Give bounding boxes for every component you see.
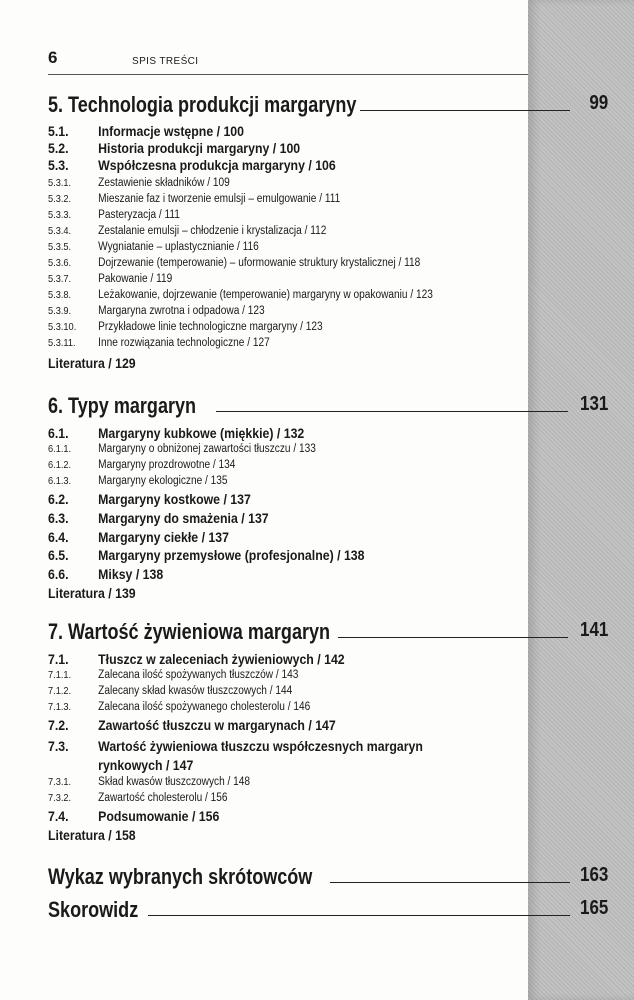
entry-text: Zestawienie składników / 109 (98, 177, 230, 189)
running-title: SPIS TREŚCI (132, 56, 199, 67)
chapter-heading (48, 619, 608, 645)
entry-number: 5.3.7. (48, 273, 72, 285)
entry-text: Margaryny kubkowe (miękkie) / 132 (98, 425, 305, 441)
entry-number: 6.1. (48, 425, 69, 441)
back-matter-heading (48, 864, 608, 890)
entry-number: 7.1.1. (48, 669, 72, 681)
leader-line (216, 411, 568, 412)
back-matter-page: 163 (579, 864, 608, 886)
entry-text: Margaryny do smażenia / 137 (98, 510, 269, 526)
entry-number: 5.3.8. (48, 289, 72, 301)
entry-text: Margaryny kostkowe / 137 (98, 491, 251, 507)
chapter-heading (48, 393, 608, 419)
entry-number: 6.3. (48, 510, 69, 526)
entry-text: Pakowanie / 119 (98, 273, 173, 285)
entry-number: 5.3.9. (48, 305, 72, 317)
entry-number: 5.1. (48, 123, 69, 139)
entry-number: 6.1.2. (48, 459, 72, 471)
literatura: Literatura / 139 (48, 585, 136, 601)
entry-text: Przykładowe linie technologiczne margaryny / 123 (98, 321, 323, 333)
leader-line (148, 915, 570, 916)
entry-text: Zestalanie emulsji – chłodzenie i krystalizacja / 112 (98, 225, 327, 237)
chapter-page: 99 (589, 92, 608, 114)
entry-number: 5.3.11. (48, 337, 76, 349)
entry-number: 7.3. (48, 738, 69, 754)
chapter-title: 6. Typy margaryn (48, 393, 197, 418)
entry-text: Mieszanie faz i tworzenie emulsji – emulgowanie / 111 (98, 193, 341, 205)
entry-text: Dojrzewanie (temperowanie) – uformowanie struktury krystalicznej / 118 (98, 257, 421, 269)
entry-text: Zawartość cholesterolu / 156 (98, 792, 228, 804)
entry-text: Współczesna produkcja margaryny / 106 (98, 157, 336, 173)
entry-text: Inne rozwiązania technologiczne / 127 (98, 337, 270, 349)
leader-line (360, 110, 570, 111)
entry-text: Margaryny ekologiczne / 135 (98, 475, 228, 487)
entry-number: 6.2. (48, 491, 69, 507)
entry-number: 5.3.10. (48, 321, 77, 333)
entry-text: Zalecana ilość spożywanego cholesterolu / 146 (98, 701, 311, 713)
page-number: 6 (48, 48, 58, 67)
entry-text: Pasteryzacja / 111 (98, 209, 180, 221)
chapter-title: 7. Wartość żywieniowa margaryn (48, 619, 331, 644)
entry-text: Zalecana ilość spożywanych tłuszczów / 143 (98, 669, 299, 681)
leader-line (338, 637, 568, 638)
back-matter-title: Skorowidz (48, 897, 139, 922)
header-rule (48, 74, 528, 75)
literatura: Literatura / 129 (48, 355, 136, 371)
entry-text: rynkowych / 147 (98, 757, 194, 773)
entry-number: 6.1.3. (48, 475, 72, 487)
entry-text: Margaryny przemysłowe (profesjonalne) / 138 (98, 547, 365, 563)
entry-number: 7.1. (48, 651, 69, 667)
entry-number: 5.3.5. (48, 241, 72, 253)
chapter-page: 141 (579, 619, 608, 641)
entry-number: 5.3.2. (48, 193, 72, 205)
entry-number: 6.6. (48, 566, 69, 582)
chapter-title: 5. Technologia produkcji margaryny (48, 92, 357, 117)
back-matter-heading (48, 897, 608, 923)
entry-number: 7.1.2. (48, 685, 72, 697)
page-edge (528, 0, 634, 1000)
entry-text: Leżakowanie, dojrzewanie (temperowanie) margaryny w opakowaniu / 123 (98, 289, 433, 301)
entry-number: 5.3.4. (48, 225, 72, 237)
entry-number: 6.5. (48, 547, 69, 563)
entry-number: 7.4. (48, 808, 69, 824)
entry-number: 5.2. (48, 140, 69, 156)
entry-text: Wygniatanie – uplastycznianie / 116 (98, 241, 259, 253)
entry-text: Zawartość tłuszczu w margarynach / 147 (98, 717, 336, 733)
chapter-page: 131 (579, 393, 608, 415)
entry-text: Tłuszcz w zaleceniach żywieniowych / 142 (98, 651, 345, 667)
entry-number: 7.2. (48, 717, 69, 733)
back-matter-title: Wykaz wybranych skrótowców (48, 864, 313, 889)
entry-text: Historia produkcji margaryny / 100 (98, 140, 301, 156)
entry-number: 5.3.6. (48, 257, 72, 269)
entry-number: 6.1.1. (48, 443, 72, 455)
entry-text: Wartość żywieniowa tłuszczu współczesnych margaryn (98, 738, 423, 754)
entry-number: 5.3. (48, 157, 69, 173)
entry-text: Zalecany skład kwasów tłuszczowych / 144 (98, 685, 293, 697)
entry-text: Miksy / 138 (98, 566, 164, 582)
entry-text: Margaryny ciekłe / 137 (98, 529, 229, 545)
entry-number: 6.4. (48, 529, 69, 545)
entry-text: Skład kwasów tłuszczowych / 148 (98, 776, 251, 788)
chapter-heading (48, 92, 608, 118)
back-matter-page: 165 (579, 897, 608, 919)
entry-text: Margaryny prozdrowotne / 134 (98, 459, 236, 471)
literatura: Literatura / 158 (48, 827, 136, 843)
entry-text: Informacje wstępne / 100 (98, 123, 245, 139)
running-header (48, 48, 528, 72)
entry-text: Podsumowanie / 156 (98, 808, 220, 824)
entry-number: 7.3.2. (48, 792, 72, 804)
entry-number: 7.1.3. (48, 701, 72, 713)
entry-number: 7.3.1. (48, 776, 72, 788)
entry-number: 5.3.3. (48, 209, 72, 221)
entry-text: Margaryna zwrotna i odpadowa / 123 (98, 305, 265, 317)
leader-line (330, 882, 570, 883)
entry-text: Margaryny o obniżonej zawartości tłuszczu / 133 (98, 443, 316, 455)
entry-number: 5.3.1. (48, 177, 72, 189)
